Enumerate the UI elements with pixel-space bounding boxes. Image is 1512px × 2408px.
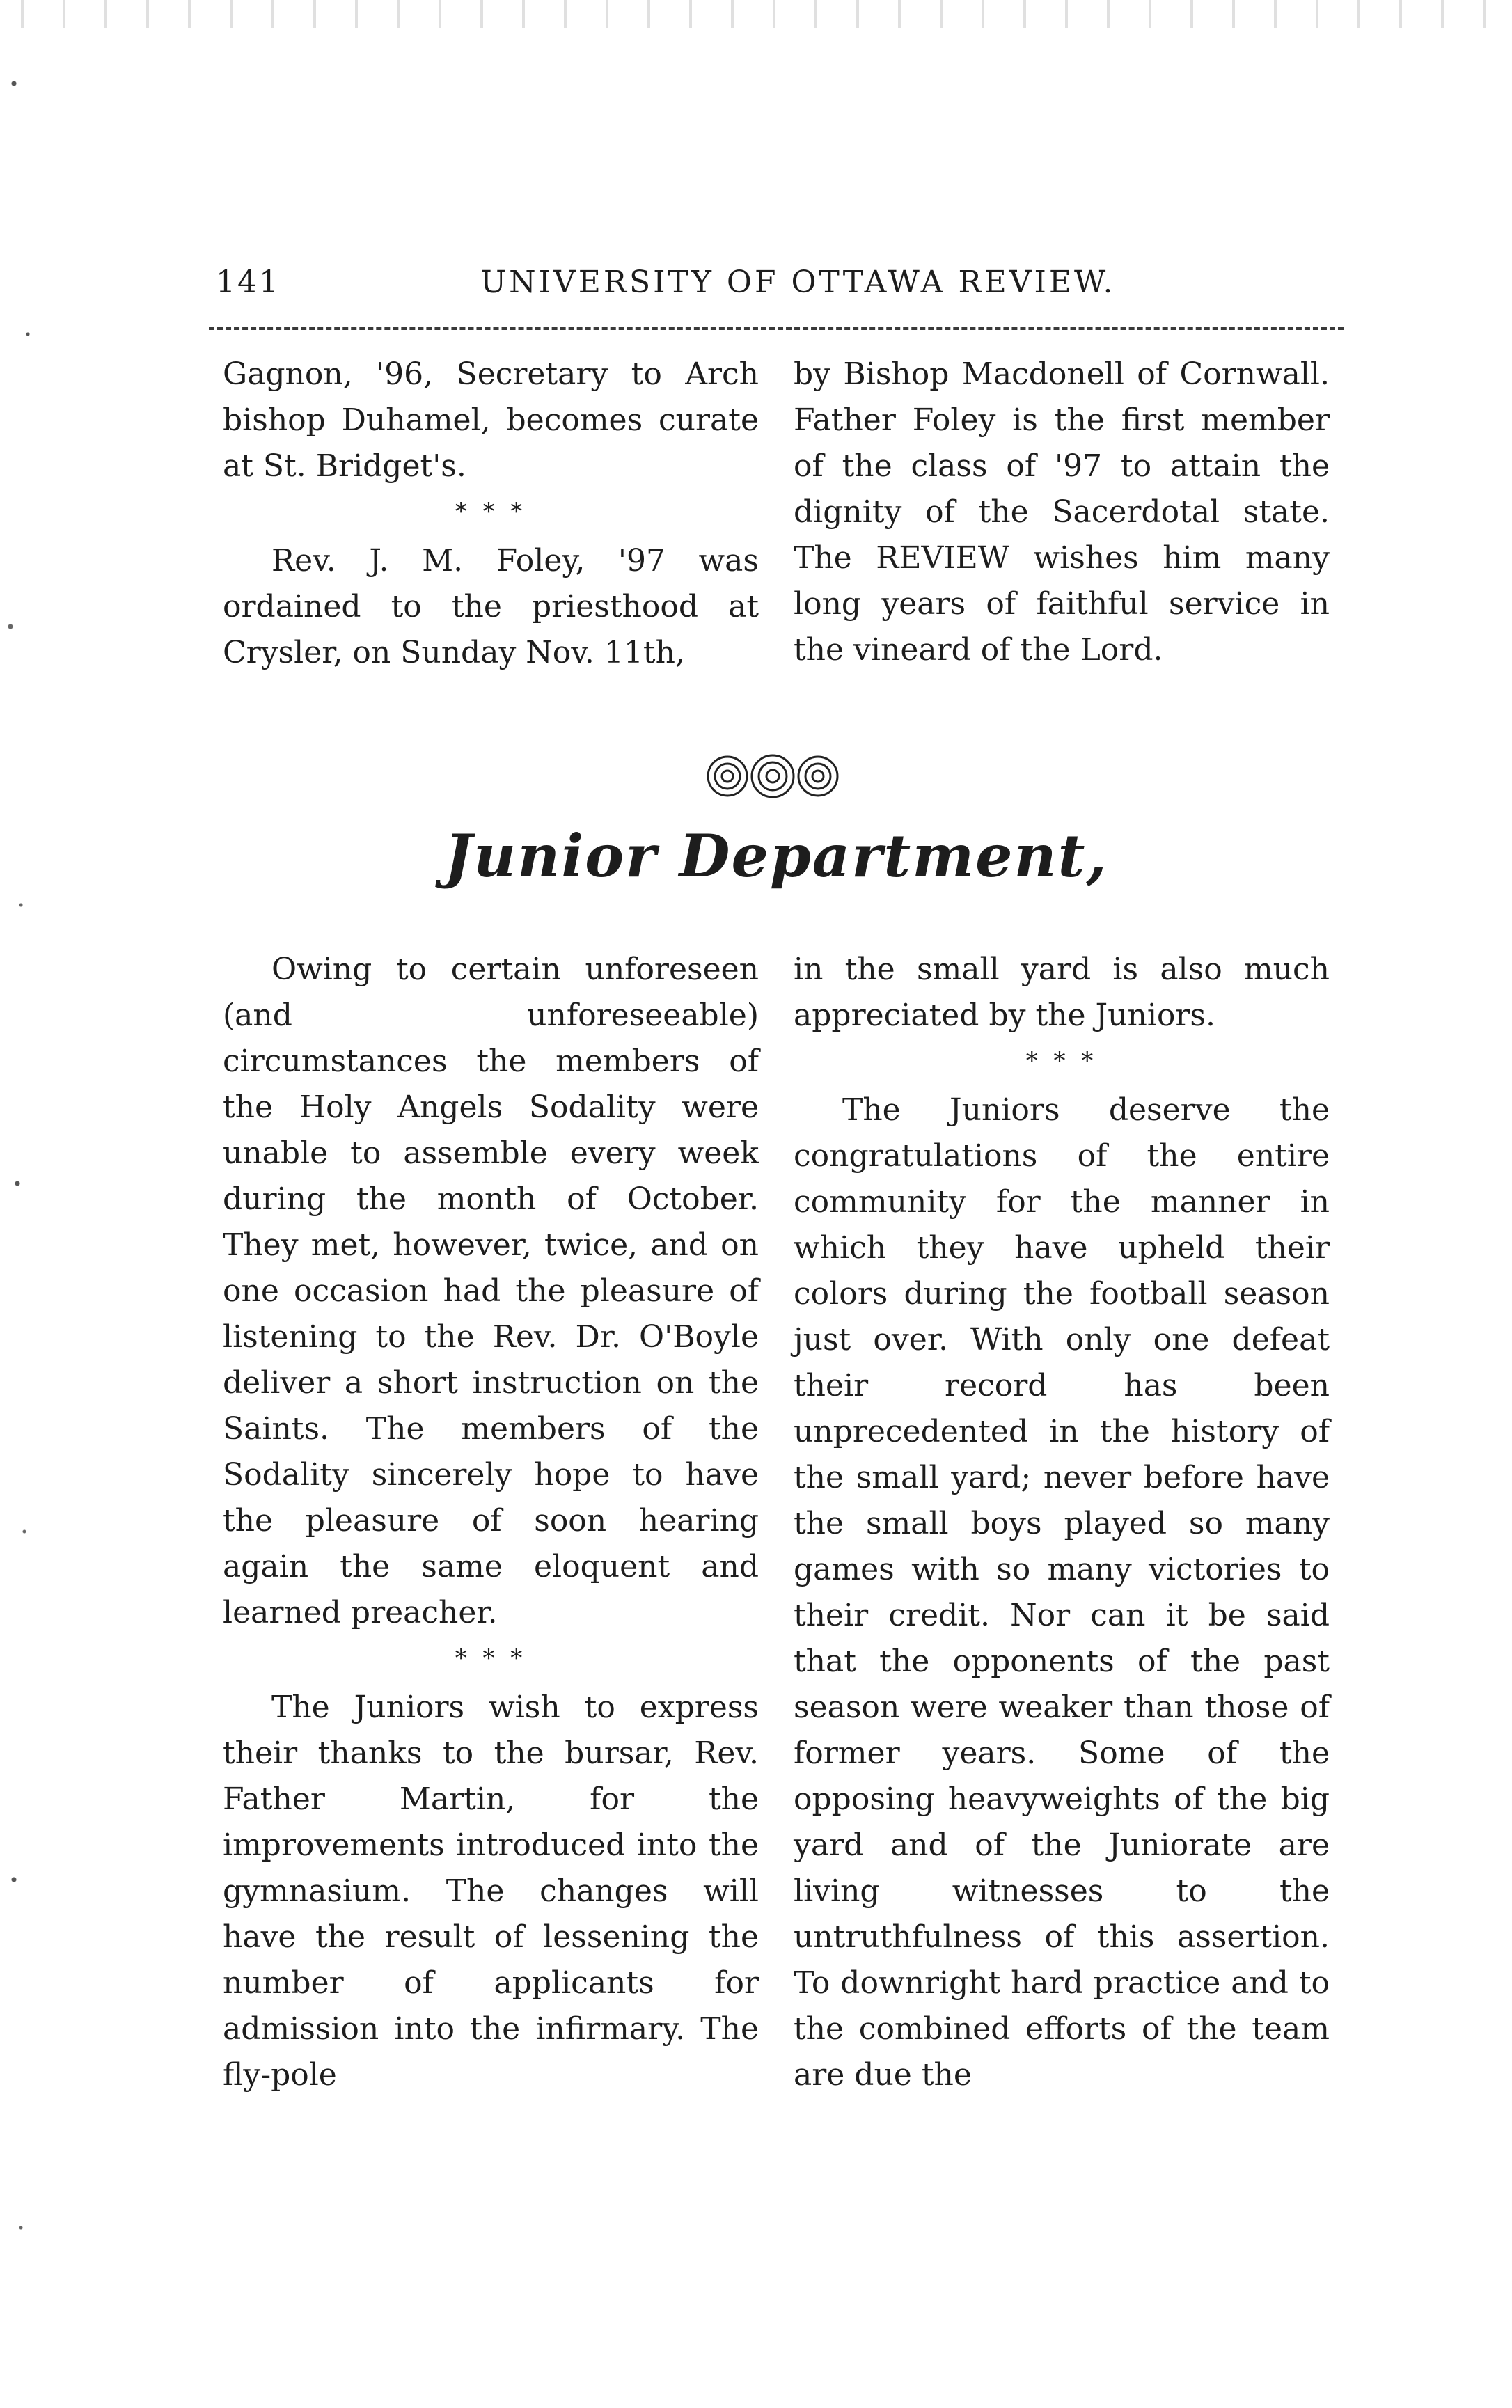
paragraph: Rev. J. M. Foley, '97 was ordained to the priesthood at Crysler, on Sunday Nov. 11th,	[223, 543, 759, 670]
asterism: * * *	[455, 498, 527, 526]
department-heading: Junior Department,	[444, 821, 1108, 890]
scan-edge-noise	[0, 0, 49, 2408]
paragraph: in the small yard is also much appreciated by the Juniors.	[794, 952, 1330, 1033]
running-title: UNIVERSITY OF OTTAWA REVIEW.	[480, 265, 1116, 300]
paragraph: Owing to certain unforeseen (and unforeseeable) circumstances the members of the Holy Angels Sodality were unable to assemble every week during the month of October. They met, however, twice, and on one occasion had the pleasure of listening to the Rev. Dr. O'Boyle deliver a short instruction on the Saints. The members of the Sodality sincerely hope to have the pleasure of soon hearing again the same eloquent and learned preacher.	[223, 952, 759, 1630]
header-rule	[209, 327, 1344, 330]
paragraph: The Juniors wish to express their thanks to the bursar, Rev. Father Martin, for the improvements introduced into the gymnasium. The changes will have the result of lessening the number of applicants for admission into the infirmary. The fly-pole	[223, 1690, 759, 2093]
asterism: * * *	[1025, 1047, 1098, 1075]
paragraph: The Juniors deserve the congratulations of the entire community for the manner in which they have upheld their colors during the football season just over. With only one defeat their record has been unprecedented in the history of the small yard; never before have the small boys played so many games with so many victories to their credit. Nor can it be said that the opponents of the past season were weaker than those of former years. Some of the opposing heavyweights of the big yard and of the Juniorate are living witnesses to the untruthfulness of this assertion. To downright hard practice and to the combined efforts of the team are due the	[794, 1092, 1330, 2093]
paragraph: Gagnon, '96, Secretary to Arch bishop Duhamel, becomes curate at St. Bridget's.	[223, 356, 759, 484]
asterism: * * *	[455, 1644, 527, 1672]
page-number: 141	[216, 265, 281, 300]
top-column-right	[794, 352, 1330, 673]
scan-top-noise	[0, 0, 1512, 28]
paragraph: by Bishop Macdonell of Cornwall. Father Foley is the first member of the class of '97 to attain the dignity of the Sacerdotal state. The REVIEW wishes him many long years of faithful service in the vineard of the Lord.	[794, 356, 1330, 668]
top-column-left	[223, 352, 759, 676]
floral-ornament-icon	[696, 745, 849, 808]
bottom-column-left	[223, 947, 759, 2098]
bottom-column-right	[794, 947, 1330, 2098]
page-header	[209, 265, 1344, 313]
